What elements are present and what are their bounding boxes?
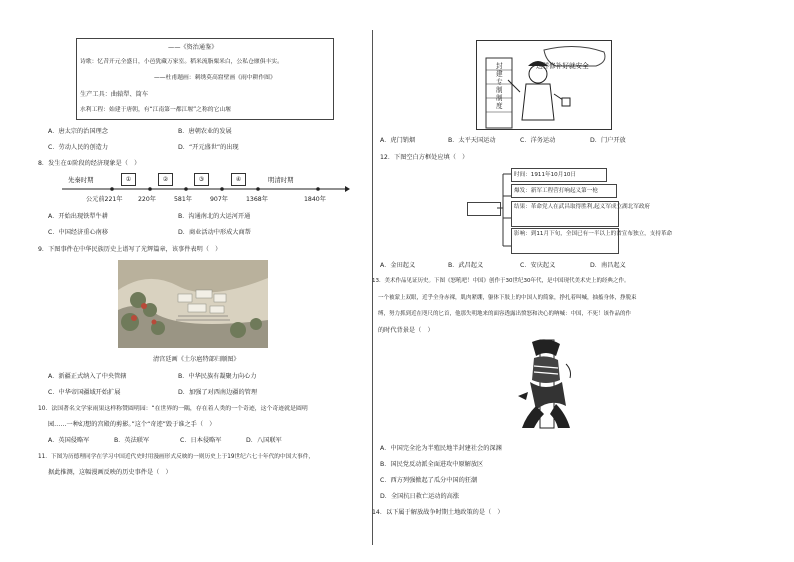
- quote-source-1: ——《资治通鉴》: [168, 44, 218, 51]
- q11-option-b[interactable]: B．太平天国运动: [448, 137, 496, 144]
- quote-source-2: ——杜甫题画：刺绣莫高窟壁画《雨中耕作图》: [154, 75, 276, 81]
- q9-option-d[interactable]: D．加强了对西南边疆的管理: [178, 389, 258, 396]
- q8-option-c[interactable]: C．中国经济重心南移: [48, 229, 109, 236]
- timeline-period-left: 先秦时期: [68, 176, 94, 184]
- column-divider: [372, 30, 373, 545]
- q10-option-a[interactable]: A．英国侵略军: [48, 437, 90, 444]
- q9-option-b[interactable]: B．中华民族有凝聚力向心力: [178, 373, 257, 380]
- q13-option-d[interactable]: D．全国抗日救亡运动的高涨: [380, 493, 460, 500]
- cartoon-label: 封建专制制度: [496, 62, 503, 110]
- frame-time: 时间：1911年10月10日: [511, 168, 607, 182]
- q8-option-d[interactable]: D．商业活动中形成大商帮: [178, 229, 251, 236]
- q11-option-a[interactable]: A．虎门销烟: [380, 137, 416, 144]
- q13-option-a[interactable]: A．中国完全沦为半殖民地半封建社会的深渊: [380, 445, 502, 452]
- q9-stem: 9．下图事件在中华民族历史上谱写了光辉篇章，该事件表明（ ）: [38, 246, 222, 253]
- quote-water: 水利工程：始建于唐朝，有“江南第一都江堰”之称的它山堰: [80, 107, 231, 113]
- q11-line1: 11．下图为历德理同学在学习中国近代史时用漫画形式反映的一则历史上于19世纪六七十年代的中国大事件，: [38, 454, 315, 460]
- q7-option-b[interactable]: B．唐朝农业的发展: [178, 128, 232, 135]
- timeline-year-5: 1368年: [246, 196, 268, 203]
- q7-option-a[interactable]: A．唐太宗的治国理念: [48, 128, 108, 135]
- q13-line2: 一个被蒙上双眼，近乎全身赤裸，肌肉紧绷，躯体下肢上的中国人的简象，挣扎着叫喊，抽搐身体，挣脱束: [378, 295, 637, 301]
- q7-option-d[interactable]: D．“开元盛世”的出现: [178, 144, 239, 151]
- q11-option-d[interactable]: D．门户开放: [590, 137, 626, 144]
- q13-line1: 13．美术作品见证历史。下图《怒吼吧！中国》创作于30世纪30年代，是中国现代美术史上的经典之作。: [372, 278, 630, 284]
- bracket-lines: [497, 170, 511, 252]
- q14-stem: 14．以下属于解放战争时期土地政策的是（ ）: [372, 509, 504, 516]
- timeline-period-right: 明清时期: [268, 176, 294, 184]
- timeline-box-3: ③: [194, 173, 209, 186]
- q10-option-b[interactable]: B．英法联军: [114, 437, 150, 444]
- q7-option-c[interactable]: C．劳动人民的创造力: [48, 144, 109, 151]
- q10-option-d[interactable]: D．八国联军: [246, 437, 282, 444]
- q10-line2: 园……一种幻想的宫殿的剪影。”这个“奇迹”毁于谁之手（ ）: [48, 421, 216, 428]
- q12-option-d[interactable]: D．南昌起义: [590, 262, 626, 269]
- q8-option-a[interactable]: A．开始出现铁犁牛耕: [48, 213, 108, 220]
- timeline-box-1: ①: [121, 173, 136, 186]
- quote-tools: 生产工具：曲辕犁、筒车: [80, 91, 149, 98]
- timeline-year-3: 581年: [174, 196, 192, 203]
- q9-option-c[interactable]: C．中华帝国疆域开始扩展: [48, 389, 121, 396]
- q12-option-c[interactable]: C．安庆起义: [520, 262, 556, 269]
- q11-line2: 据此推测，这幅漫画反映的历史事件是（ ）: [48, 469, 172, 476]
- q13-line3: 缚，努力抓到近在咫尺的匕首，他那失明地来的面容透露出愤怒和决心的呐喊：中国，不死！该作品的作: [378, 311, 632, 317]
- q10-line1: 10．法国著名文学家雨果这样称赞圆明园：“在世界的一隅，存在着人类的一个奇迹，这个奇迹就是圆明: [38, 406, 308, 412]
- q12-stem: 12．下图空白方框处应填（ ）: [380, 154, 469, 161]
- painting-image: [118, 260, 268, 348]
- q10-option-c[interactable]: C．日本侵略军: [180, 437, 222, 444]
- q11-option-c[interactable]: C．洋务运动: [520, 137, 556, 144]
- q13-line4: 的时代背景是（ ）: [378, 327, 434, 334]
- frame-outbreak: 爆发：新军工程营打响起义第一枪: [511, 184, 617, 198]
- painting-caption: 清宫廷画《土尔扈特部归顺图》: [153, 356, 240, 363]
- timeline-year-2: 220年: [138, 196, 156, 203]
- q8-stem: 8．发生在①阶段的经济现象是（ ）: [38, 160, 141, 167]
- frame-impact: 影响：到11月下旬，全国已有一半以上的省宣布独立，支持革命: [511, 228, 619, 254]
- q13-option-c[interactable]: C．西方列强掀起了瓜分中国的狂潮: [380, 477, 478, 484]
- quote-poem: 诗歌：忆昔开元全盛日，小邑犹藏万家室。稻米流脂粟米白，公私仓廪俱丰实。: [80, 59, 283, 65]
- woodcut-figure: [516, 336, 574, 432]
- q12-option-b[interactable]: B．武昌起义: [448, 262, 484, 269]
- frame-result: 结果：革命党人在武昌取得胜利,起义军成立湖北军政府: [511, 201, 619, 227]
- cartoon-speech: 这样修补好就安全: [536, 62, 589, 70]
- timeline-box-2: ②: [158, 173, 173, 186]
- q12-option-a[interactable]: A．金田起义: [380, 262, 416, 269]
- timeline-box-4: ④: [231, 173, 246, 186]
- q13-option-b[interactable]: B．国民党反动派全面进攻中原解放区: [380, 461, 484, 468]
- timeline-axis: [60, 184, 350, 194]
- timeline-year-6: 1840年: [304, 196, 326, 203]
- blank-box: [467, 202, 501, 216]
- timeline-year-1: 公元前221年: [86, 196, 123, 203]
- q8-option-b[interactable]: B．沟通南北的大运河开通: [178, 213, 251, 220]
- q9-option-a[interactable]: A．新疆正式纳入了中央管辖: [48, 373, 127, 380]
- timeline-year-4: 907年: [210, 196, 228, 203]
